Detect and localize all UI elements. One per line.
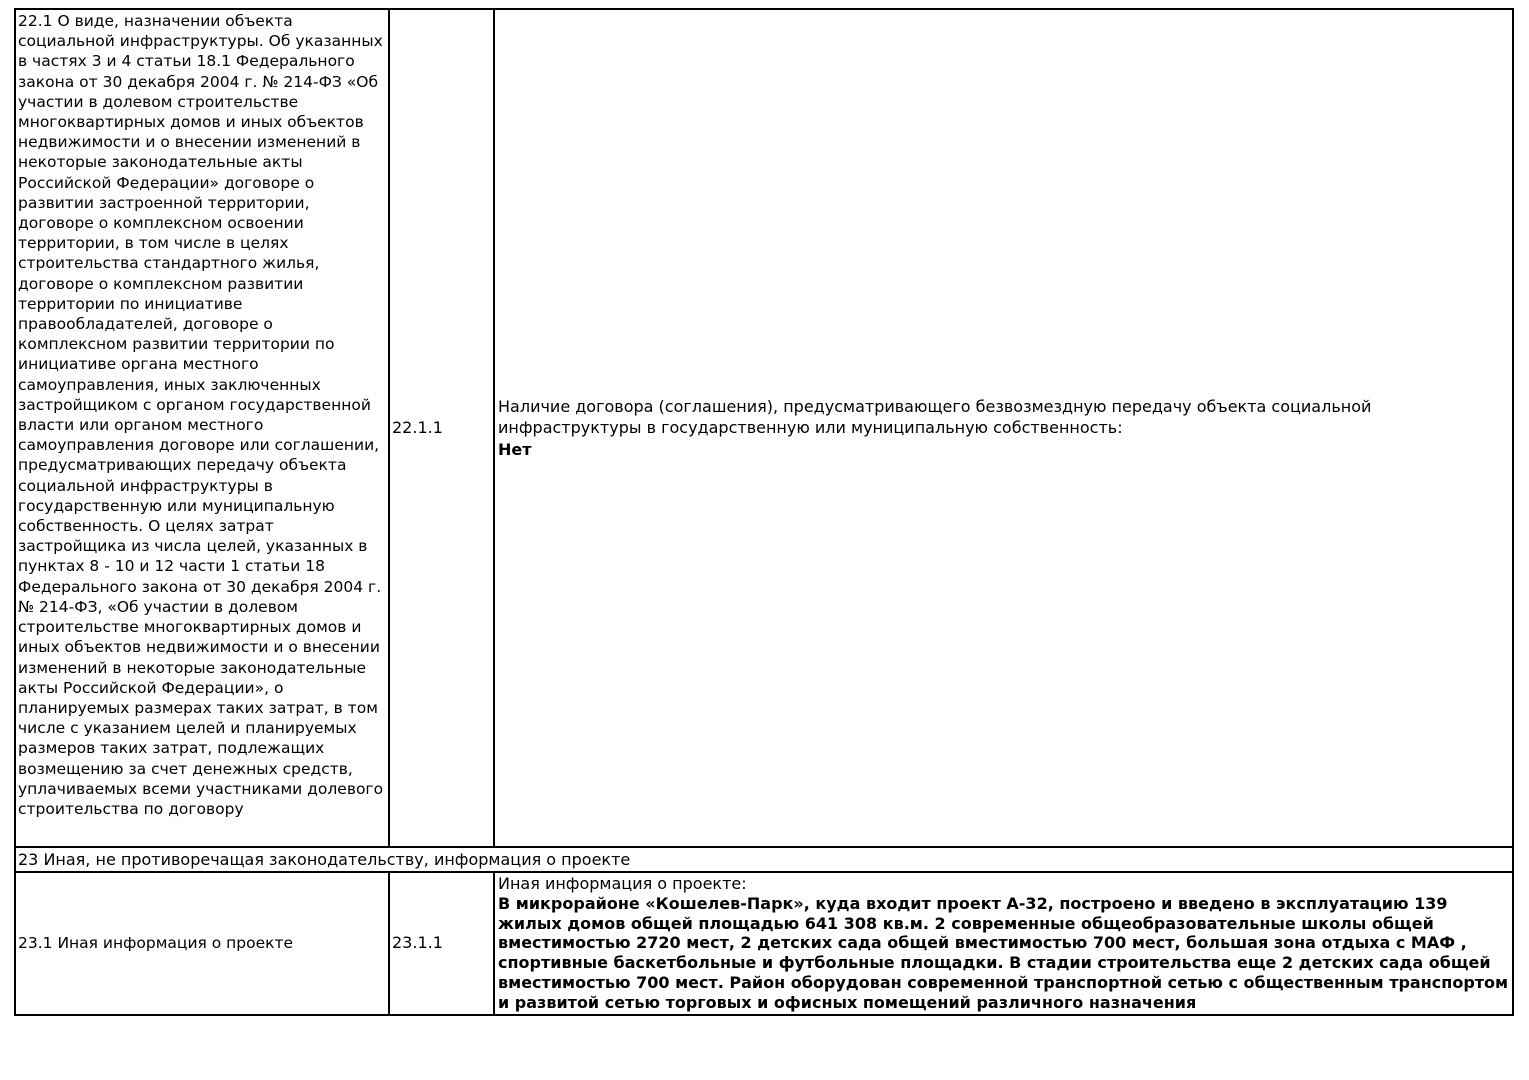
table-row-23-1 <box>15 872 1513 1015</box>
code-cell-23-1-1: 23.1.1 <box>389 872 494 1015</box>
table-row-section-23 <box>15 847 1513 872</box>
answer-value-23-1-1: В микрорайоне «Кошелев-Парк», куда входит проект А-32, построено и введено в эксплуатацию 139 жилых домов общей площадью 641 308 кв.м. 2 современные общеобразовательные школы общей вместимостью 2720 мест, 2 детских сада общей вместимостью 700 мест, большая зона отдыха с МАФ , спортивные баскетбольные и футбольные площадки. В стадии строительства еще 2 детских сада общей вместимостью 700 мест. Район оборудован современной транспортной сетью с общественным транспортом и развитой сетью торговых и офисных помещений различного назначения <box>498 893 1509 1012</box>
table-row-22-1 <box>15 9 1513 847</box>
answer-value-22-1-1: Нет <box>498 439 532 459</box>
answer-label-22-1-1: Наличие договора (соглашения), предусматривающего безвозмездную передачу объекта социальной инфраструктуры в государственную или муниципальную собственность: <box>498 396 1372 438</box>
answer-label-23-1-1: Иная информация о проекте: <box>498 874 747 893</box>
declaration-table <box>14 8 1514 1016</box>
code-cell-22-1-1: 22.1.1 <box>389 9 494 847</box>
question-cell-22-1: 22.1 О виде, назначении объекта социальной инфраструктуры. Об указанных в частях 3 и 4 статьи 18.1 Федерального закона от 30 декабря 2004 г. № 214-ФЗ «Об участии в долевом строительстве многоквартирных домов и иных объектов недвижимости и о внесении изменений в некоторые законодательные акты Российской Федерации» договоре о развитии застроенной территории, договоре о комплексном освоении территории, в том числе в целях строительства стандартного жилья, договоре о комплексном развитии территории по инициативе правообладателей, договоре о комплексном развитии территории по инициативе органа местного самоуправления, иных заключенных застройщиком с органом государственной власти или органом местного самоуправления договоре или соглашении, предусматривающих передачу объекта социальной инфраструктуры в государственную или муниципальную собственность. О целях затрат застройщика из числа целей, указанных в пунктах 8 - 10 и 12 части 1 статьи 18 Федерального закона от 30 декабря 2004 г. № 214-ФЗ, «Об участии в долевом строительстве многоквартирных домов и иных объектов недвижимости и о внесении изменений в некоторые законодательные акты Российской Федерации», о планируемых размерах таких затрат, в том числе с указанием целей и планируемых размеров таких затрат, подлежащих возмещению за счет денежных средств, уплачиваемых всеми участниками долевого строительства по договору <box>15 9 389 847</box>
question-cell-23-1: 23.1 Иная информация о проекте <box>15 872 389 1015</box>
answer-cell-23-1-1 <box>494 872 1513 1015</box>
answer-cell-22-1-1 <box>494 9 1513 847</box>
section-header-23: 23 Иная, не противоречащая законодательству, информация о проекте <box>15 847 1513 872</box>
